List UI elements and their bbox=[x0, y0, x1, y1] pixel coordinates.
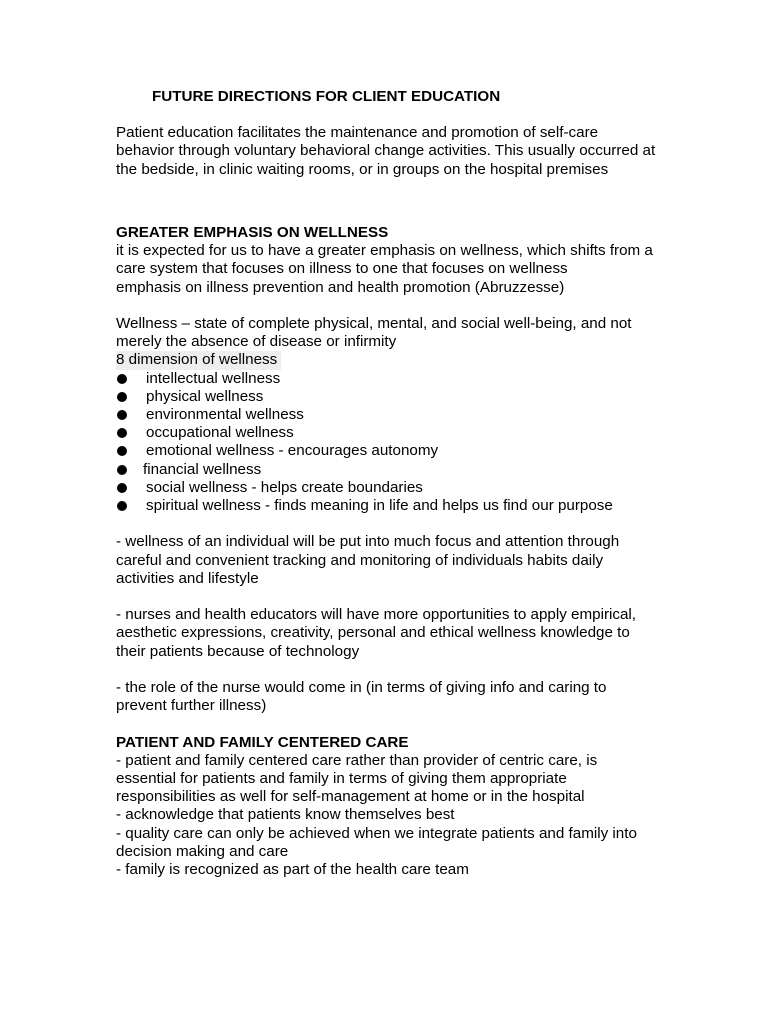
list-item bbox=[116, 442, 656, 460]
bullet-icon bbox=[117, 501, 127, 511]
intro-paragraph: Patient education facilitates the maintenance and promotion of self-care behavior through voluntary behavioral change activities. This usually occurred at the bedside, in clinic waiting rooms, or in groups on the hospital premises bbox=[116, 124, 656, 178]
wellness-heading: GREATER EMPHASIS ON WELLNESS bbox=[116, 224, 389, 241]
wellness-note-2: - nurses and health educators will have more opportunities to apply empirical, aesthetic expressions, creativity, personal and ethical wellness knowledge to their patients because of technology bbox=[116, 606, 637, 660]
wellness-note-3: - the role of the nurse would come in (in terms of giving info and caring to prevent further illness) bbox=[116, 679, 607, 715]
wellness-dimensions-list bbox=[116, 370, 656, 516]
spacer bbox=[116, 715, 656, 733]
family-line-1: - patient and family centered care rather than provider of centric care, is essential for patients and family in terms of giving them appropriate responsibilities as well for self-management at home or in the hospital bbox=[116, 751, 598, 806]
spacer bbox=[116, 515, 656, 533]
dimensions-label: 8 dimension of wellness bbox=[116, 351, 281, 369]
list-item-text: spiritual wellness - finds meaning in life and helps us find our purpose bbox=[146, 497, 613, 515]
list-item bbox=[116, 479, 656, 497]
list-item bbox=[116, 497, 656, 515]
bullet-icon bbox=[117, 410, 127, 420]
bullet-icon bbox=[117, 483, 127, 493]
bullet-icon bbox=[117, 428, 127, 438]
list-item bbox=[116, 424, 656, 442]
list-item bbox=[116, 388, 656, 406]
spacer bbox=[116, 297, 656, 315]
wellness-paragraph-2: emphasis on illness prevention and health promotion (Abruzzesse) bbox=[116, 278, 565, 296]
spacer bbox=[116, 179, 656, 206]
list-item bbox=[116, 461, 656, 479]
spacer bbox=[116, 206, 656, 224]
list-item-text: occupational wellness bbox=[146, 424, 294, 442]
list-item-text: physical wellness bbox=[146, 387, 264, 405]
bullet-icon bbox=[117, 446, 127, 456]
document-page bbox=[116, 88, 656, 879]
wellness-paragraph-1: it is expected for us to have a greater emphasis on wellness, which shifts from a care system that focuses on illness to one that focuses on wellness bbox=[116, 242, 653, 278]
wellness-note-1: - wellness of an individual will be put into much focus and attention through careful and convenient tracking and monitoring of individuals habits daily activities and lifestyle bbox=[116, 533, 620, 587]
list-item-text: social wellness - helps create boundaries bbox=[146, 478, 423, 496]
bullet-icon bbox=[117, 374, 127, 384]
spacer bbox=[116, 588, 656, 606]
list-item-text: financial wellness bbox=[143, 460, 262, 478]
bullet-icon bbox=[117, 392, 127, 402]
family-heading: PATIENT AND FAMILY CENTERED CARE bbox=[116, 733, 409, 751]
list-item-text: intellectual wellness bbox=[146, 369, 281, 387]
list-item bbox=[116, 370, 656, 388]
family-line-3: - quality care can only be achieved when we integrate patients and family into decision making and care bbox=[116, 824, 637, 860]
dimensions-label-line bbox=[116, 351, 656, 369]
family-line-2: - acknowledge that patients know themselves best bbox=[116, 806, 455, 824]
family-line-4: - family is recognized as part of the health care team bbox=[116, 861, 469, 879]
list-item-text: environmental wellness bbox=[146, 406, 304, 424]
wellness-definition: Wellness – state of complete physical, mental, and social well-being, and not merely the absence of disease or infirmity bbox=[116, 315, 632, 351]
bullet-icon bbox=[117, 465, 127, 475]
spacer bbox=[116, 661, 656, 679]
list-item bbox=[116, 406, 656, 424]
document-title: FUTURE DIRECTIONS FOR CLIENT EDUCATION bbox=[152, 88, 501, 105]
list-item-text: emotional wellness - encourages autonomy bbox=[146, 442, 439, 460]
